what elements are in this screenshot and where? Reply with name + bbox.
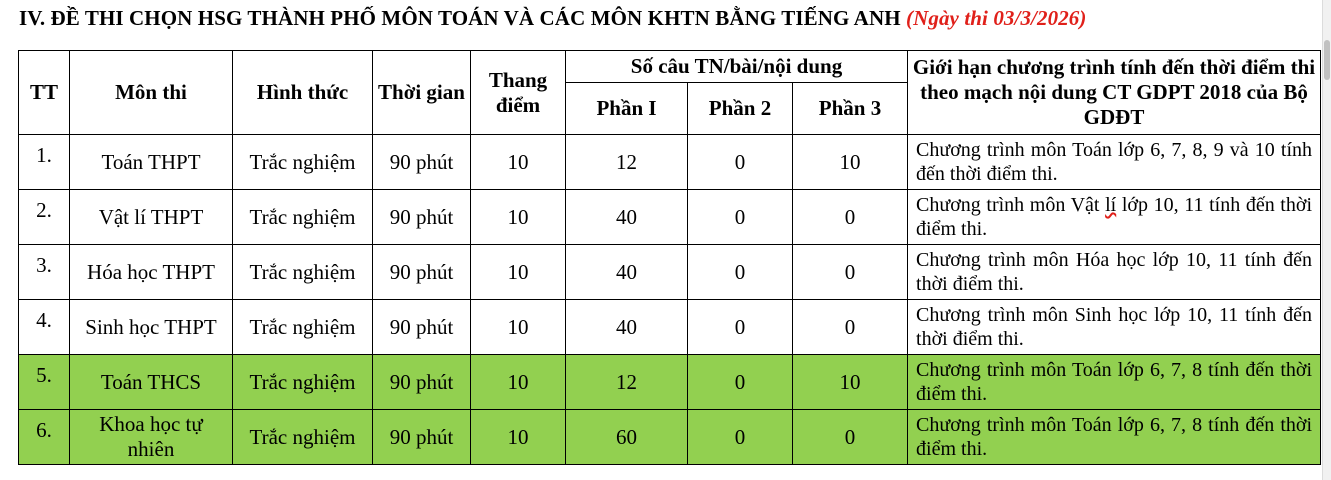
duration-cell: 90 phút [373,245,471,300]
part1-cell: 40 [566,300,688,355]
section-heading [19,6,1087,31]
scrollbar-thumb[interactable] [1324,40,1330,80]
spellcheck-mark: lí [1105,194,1117,216]
part2-cell: 0 [688,135,793,190]
format-cell: Trắc nghiệm [233,410,373,465]
exam-date: (Ngày thi 03/3/2026) [906,6,1087,30]
format-cell: Trắc nghiệm [233,245,373,300]
scale-cell: 10 [471,410,566,465]
table-row [19,410,1321,465]
exam-table [18,50,1321,465]
header-subject: Môn thi [70,51,233,135]
part3-cell: 0 [793,300,908,355]
part1-cell: 40 [566,245,688,300]
part2-cell: 0 [688,190,793,245]
format-cell: Trắc nghiệm [233,300,373,355]
part3-cell: 10 [793,355,908,410]
header-format: Hình thức [233,51,373,135]
scope-cell: Chương trình môn Toán lớp 6, 7, 8, 9 và 10 tính đến thời điểm thi. [908,135,1321,190]
scope-cell: Chương trình môn Toán lớp 6, 7, 8 tính đến thời điểm thi. [908,410,1321,465]
scale-cell: 10 [471,190,566,245]
header-part3: Phần 3 [793,83,908,135]
row-number: 5. [19,355,70,410]
subject-cell: Khoa học tự nhiên [70,410,233,465]
subject-cell: Toán THCS [70,355,233,410]
subject-cell: Vật lí THPT [70,190,233,245]
part3-cell: 0 [793,245,908,300]
format-cell: Trắc nghiệm [233,190,373,245]
part2-cell: 0 [688,355,793,410]
section-title: IV. ĐỀ THI CHỌN HSG THÀNH PHỐ MÔN TOÁN VÀ CÁC MÔN KHTN BẰNG TIẾNG ANH [19,6,901,30]
vertical-scrollbar[interactable] [1322,0,1331,480]
row-number: 6. [19,410,70,465]
scale-cell: 10 [471,245,566,300]
header-duration: Thời gian [373,51,471,135]
row-number: 2. [19,190,70,245]
scope-cell: Chương trình môn Vật lí lớp 10, 11 tính đến thời điểm thi. [908,190,1321,245]
part3-cell: 0 [793,190,908,245]
part1-cell: 12 [566,135,688,190]
part2-cell: 0 [688,300,793,355]
scale-cell: 10 [471,355,566,410]
header-tt: TT [19,51,70,135]
part1-cell: 60 [566,410,688,465]
header-row-top [19,51,1321,83]
table-row [19,190,1321,245]
format-cell: Trắc nghiệm [233,355,373,410]
header-part1: Phần I [566,83,688,135]
table-row [19,245,1321,300]
duration-cell: 90 phút [373,190,471,245]
part3-cell: 10 [793,135,908,190]
scale-cell: 10 [471,300,566,355]
duration-cell: 90 phút [373,300,471,355]
header-part2: Phần 2 [688,83,793,135]
duration-cell: 90 phút [373,355,471,410]
duration-cell: 90 phút [373,410,471,465]
header-question-count: Số câu TN/bài/nội dung [566,51,908,83]
duration-cell: 90 phút [373,135,471,190]
subject-cell: Hóa học THPT [70,245,233,300]
part1-cell: 12 [566,355,688,410]
scope-cell: Chương trình môn Sinh học lớp 10, 11 tính đến thời điểm thi. [908,300,1321,355]
subject-cell: Sinh học THPT [70,300,233,355]
table-row [19,355,1321,410]
subject-cell: Toán THPT [70,135,233,190]
part2-cell: 0 [688,245,793,300]
header-scale: Thang điểm [471,51,566,135]
row-number: 4. [19,300,70,355]
part3-cell: 0 [793,410,908,465]
format-cell: Trắc nghiệm [233,135,373,190]
row-number: 3. [19,245,70,300]
scope-cell: Chương trình môn Toán lớp 6, 7, 8 tính đến thời điểm thi. [908,355,1321,410]
table-body [19,135,1321,465]
part2-cell: 0 [688,410,793,465]
table-row [19,300,1321,355]
scale-cell: 10 [471,135,566,190]
row-number: 1. [19,135,70,190]
table-row [19,135,1321,190]
header-scope: Giới hạn chương trình tính đến thời điểm thi theo mạch nội dung CT GDPT 2018 của Bộ GDĐT [908,51,1321,135]
scope-cell: Chương trình môn Hóa học lớp 10, 11 tính đến thời điểm thi. [908,245,1321,300]
part1-cell: 40 [566,190,688,245]
